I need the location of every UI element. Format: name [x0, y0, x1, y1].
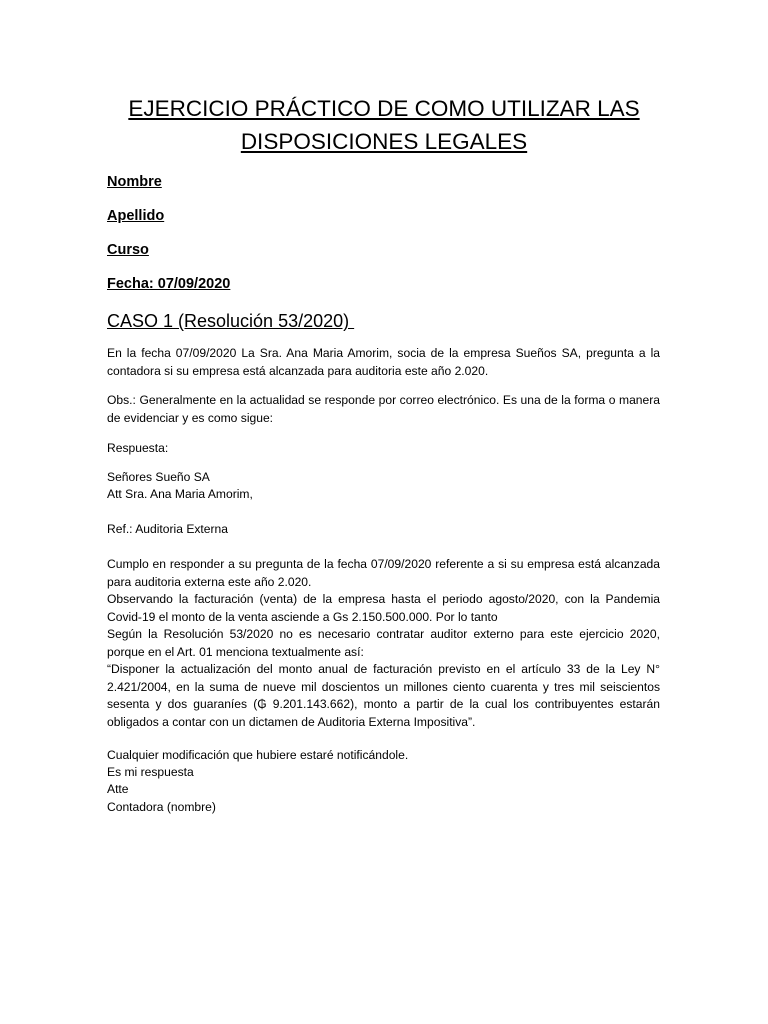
intro-paragraph: En la fecha 07/09/2020 La Sra. Ana Maria Amorim, socia de la empresa Sueños SA, pregunta a la contadora si su empresa está alcanzada para auditoria este año 2.020.: [107, 346, 660, 378]
letter-body-1: Cumplo en responder a su pregunta de la fecha 07/09/2020 referente a si su empresa está alcanzada para auditoria externa este año 2.020.: [107, 557, 660, 589]
letter-signature: Contadora (nombre): [107, 800, 216, 814]
respuesta-label: Respuesta:: [107, 441, 169, 455]
letter-closing-1: Cualquier modificación que hubiere estaré notificándole.: [107, 748, 409, 762]
case-title: CASO 1 (Resolución 53/2020): [107, 311, 355, 331]
letter-recipient: Señores Sueño SA: [107, 470, 210, 484]
letter-closing-2: Es mi respuesta: [107, 765, 194, 779]
obs-paragraph: Obs.: Generalmente en la actualidad se responde por correo electrónico. Es una de la forma o manera de evidenciar y es como sigue:: [107, 393, 660, 425]
legal-quote: “Disponer la actualización del monto anual de facturación previsto en el artículo 33 de la Ley N° 2.421/2004, en la suma de nueve mil doscientos un millones ciento cuarenta y tres mil seiscientos sesenta y dos guaraníes (₲ 9.201.143.662), monto a partir de la cual los contribuyentes estarán obligados a contar con un dictamen de Auditoria Externa Impositiva”.: [107, 662, 660, 729]
field-fecha: Fecha: 07/09/2020: [107, 276, 231, 292]
letter-closing-3: Atte: [107, 782, 129, 796]
title-line-1: EJERCICIO PRÁCTICO DE COMO UTILIZAR LAS: [128, 96, 640, 121]
field-curso: Curso: [107, 242, 149, 258]
field-apellido: Apellido: [107, 208, 165, 224]
document-title: [60, 92, 708, 158]
letter-reference: Ref.: Auditoria Externa: [107, 522, 229, 536]
title-line-2: DISPOSICIONES LEGALES: [240, 129, 528, 154]
letter-body-2: Observando la facturación (venta) de la empresa hasta el periodo agosto/2020, con la Pandemia Covid-19 el monto de la venta asciende a Gs 2.150.500.000. Por lo tanto: [107, 592, 660, 624]
letter-body-3: Según la Resolución 53/2020 no es necesario contratar auditor externo para este ejercicio 2020, porque en el Art. 01 menciona textualmente así:: [107, 627, 660, 659]
letter-attention: Att Sra. Ana Maria Amorim,: [107, 487, 253, 501]
field-nombre: Nombre: [107, 174, 162, 190]
